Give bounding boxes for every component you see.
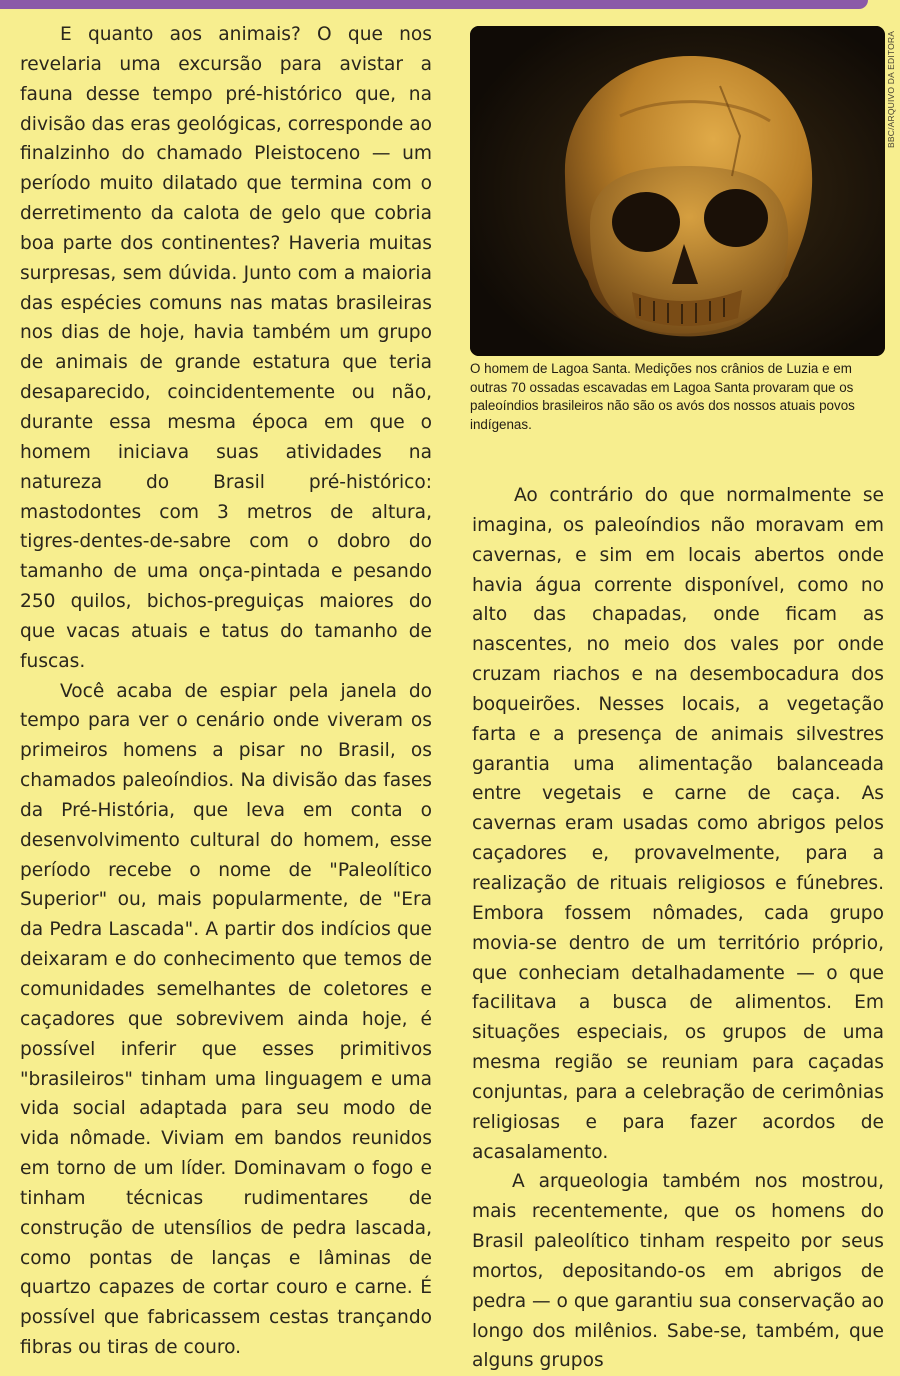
skull-photo bbox=[470, 26, 885, 356]
photo-caption: O homem de Lagoa Santa. Medições nos crânios de Luzia e em outras 70 ossadas escavadas em Lagoa Santa provaram que os paleoíndios brasileiros não são os avós dos nossos atuais povos indígenas. bbox=[470, 361, 855, 432]
left-column bbox=[20, 20, 432, 1363]
skull-icon bbox=[470, 26, 885, 356]
paragraph: Você acaba de espiar pela janela do tempo para ver o cenário onde viveram os primeiros homens a pisar no Brasil, os chamados paleoíndios. Na divisão das fases da Pré-História, que leva em conta o desenvolvimento cultural do homem, esse período recebe o nome de "Paleolítico Superior" ou, mais popularmente, de "Era da Pedra Lascada". A partir dos indícios que deixaram e do conhecimento que temos de comunidades semelhantes de coletores e caçadores que sobrevivem ainda hoje, é possível inferir que esses primitivos "brasileiros" tinham uma linguagem e uma vida social adaptada para seu modo de vida nômade. Viviam em bandos reunidos em torno de um líder. Dominavam o fogo e tinham técnicas rudimentares de construção de utensílios de pedra lascada, como pontas de lanças e lâminas de quartzo capazes de cortar couro e carne. É possível que fabricassem cestas trançando fibras ou tiras de couro. bbox=[20, 680, 432, 1359]
paragraph: E quanto aos animais? O que nos revelaria uma excursão para avistar a fauna desse tempo pré-histórico que, na divisão das eras geológicas, corresponde ao finalzinho do chamado Pleistoceno — um período muito dilatado que termina com o derretimento da calota de gelo que cobria boa parte dos continentes? Haveria muitas surpresas, sem dúvida. Junto com a maioria das espécies comuns nas matas brasileiras nos dias de hoje, havia também um grupo de animais de grande estatura que teria desaparecido, coincidentemente ou não, durante essa mesma época em que o homem iniciava suas atividades na natureza do Brasil pré-histórico: mastodontes com 3 metros de altura, tigres-dentes-de-sabre com o dobro do tamanho de uma onça-pintada e pesando 250 quilos, bichos-preguiças maiores do que vacas atuais e tatus do tamanho de fuscas. bbox=[20, 24, 432, 672]
paragraph: Ao contrário do que normalmente se imagina, os paleoíndios não moravam em cavernas, e sim em locais abertos onde havia água corrente disponível, como no alto das chapadas, onde ficam as nascentes, no meio dos vales por onde cruzam riachos e na desembocadura dos boqueirões. Nesses locais, a vegetação farta e a presença de animais silvestres garantia uma alimentação balanceada entre vegetais e carne de caça. As cavernas eram usadas como abrigos pelos caçadores e, provavelmente, para a realização de rituais religiosos e fúnebres. Embora fossem nômades, cada grupo movia-se dentro de um território próprio, que conheciam detalhadamente — o que facilitava a busca de alimentos. Em situações especiais, os grupos de uma mesma região se reuniam para caçadas conjuntas, para a celebração de cerimônias religiosas e para fazer acordos de acasalamento. bbox=[472, 485, 884, 1163]
header-band bbox=[0, 0, 868, 9]
paragraph: A arqueologia também nos mostrou, mais recentemente, que os homens do Brasil paleolítico tinham respeito por seus mortos, depositando-os em abrigos de pedra — o que garantiu sua conservação ao longo dos milênios. Sabe-se, também, que alguns grupos bbox=[472, 1171, 884, 1372]
right-column bbox=[472, 481, 884, 1376]
photo-credit: BBC/ARQUIVO DA EDITORA bbox=[886, 30, 896, 148]
